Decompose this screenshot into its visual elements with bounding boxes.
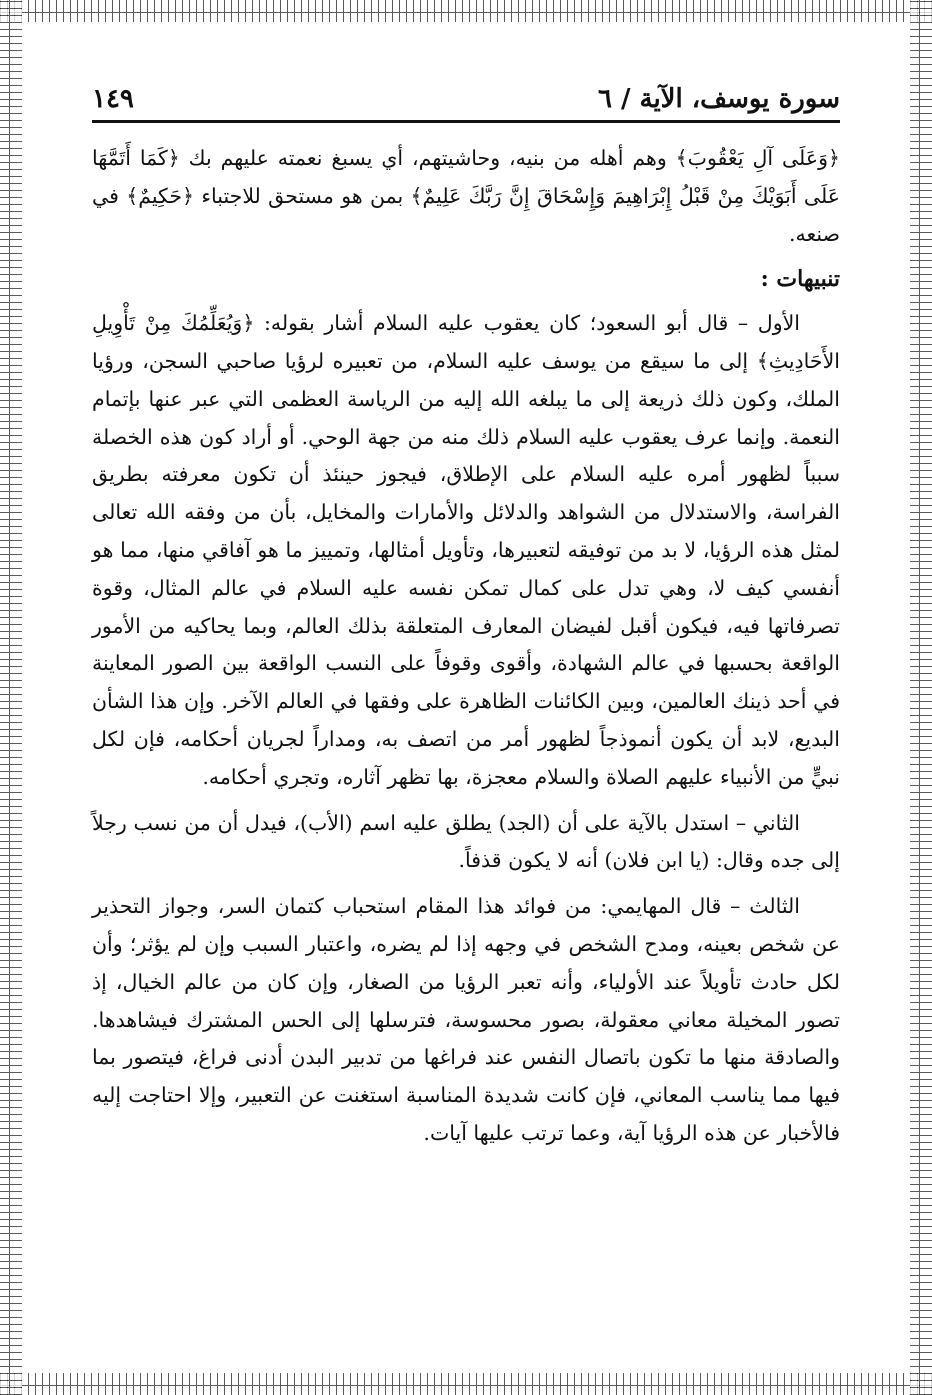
ornamental-border-left — [0, 0, 22, 1395]
body-text — [92, 140, 840, 1355]
ornamental-border-right — [910, 0, 932, 1395]
ornamental-border-bottom — [0, 1373, 932, 1395]
note-third: الثالث – قال المهايمي: من فوائد هذا المقام استحباب كتمان السر، وجواز التحذير عن شخص بعينه، ومدح الشخص في وجهه إذا لم يضره، واعتبار السبب وإن لم يؤثر؛ وأن لكل حادث تأويلاً عند الأولياء، وأنه تعبر الرؤيا من الصغار، وإن كان من عالم الخيال، إذ تصور المخيلة معاني معقولة، بصور محسوسة، فترسلها إلى الحس المشترك فيشاهدها. والصادقة منها ما تكون باتصال النفس عند فراغها من تدبير البدن أدنى فراغ، فيتصور بما فيها مما يناسب المعاني، فإن كانت شديدة المناسبة استغنت عن التعبير، وإلا احتاجت إليه فالأخبار عن هذه الرؤيا آية، وعما ترتب عليها آيات. — [92, 894, 840, 1145]
paragraph-verse-commentary: ﴿وَعَلَى آلِ يَعْقُوبَ﴾ وهم أهله من بنيه، وحاشيتهم، أي يسبغ نعمته عليهم بك ﴿كَمَا أَتَمَّهَا عَلَى أَبَوَيْكَ مِنْ قَبْلُ إِبْرَاهِيمَ وَإِسْحَاقَ إِنَّ رَبَّكَ عَلِيمٌ﴾ بمن هو مستحق للاجتباء ﴿حَكِيمٌ﴾ في صنعه. — [92, 146, 840, 246]
page-number: ١٤٩ — [92, 84, 134, 114]
header-rule — [92, 120, 840, 123]
page-header — [92, 70, 840, 114]
ornamental-border-top — [0, 0, 932, 22]
note-second: الثاني – استدل بالآية على أن (الجد) يطلق عليه اسم (الأب)، فيدل أن من نسب رجلاً إلى جده وقال: (يا ابن فلان) أنه لا يكون قذفاً. — [92, 810, 840, 873]
section-heading: تنبيهات : — [760, 266, 840, 293]
note-first: الأول – قال أبو السعود؛ كان يعقوب عليه السلام أشار بقوله: ﴿وَيُعَلِّمُكَ مِنْ تَأْوِيلِ الأَحَادِيثِ﴾ إلى ما سيقع من يوسف عليه السلام، من تعبيره لرؤيا صاحبي السجن، ورؤيا الملك، وكون ذلك ذريعة إلى ما يبلغه الله إليه من الرياسة العظمى التي عبر عنها بإتمام النعمة. وإنما عرف يعقوب عليه السلام ذلك منه من جهة الوحي. أو أراد كون هذه الخصلة سبباً لظهور أمره عليه السلام على الإطلاق، فيجوز حينئذ أن تكون معرفته بطريق الفراسة، والاستدلال من الشواهد والدلائل والأمارات والمخايل، بأن من وفقه الله تعالى لمثل هذه الرؤيا، لا بد من توفيقه لتعبيرها، وتأويل أمثالها، وتمييز ما هو آفاقي منها، مما هو أنفسي كيف لا، وهي تدل على كمال تمكن نفسه عليه السلام في عالم المثال، وقوة تصرفاتها فيه، فيكون أقبل لفيضان المعارف المتعلقة بذلك العالم، وبما يحاكيه من الأمور الواقعة بحسبها في عالم الشهادة، وأقوى وقوفاً على النسب الواقعة بين الصور المعاينة في أحد ذينك العالمين، وبين الكائنات الظاهرة على وفقها في العالم الآخر. وإن هذا الشأن البديع، لابد أن يكون أنموذجاً لظهور أمر من اتصف به، ومداراً لجريان أحكامه، فإن لكل نبيٍّ من الأنبياء عليهم الصلاة والسلام معجزة، بها تظهر آثاره، وتجري أحكامه. — [92, 311, 840, 789]
running-title: سورة يوسف، الآية / ٦ — [597, 84, 840, 114]
